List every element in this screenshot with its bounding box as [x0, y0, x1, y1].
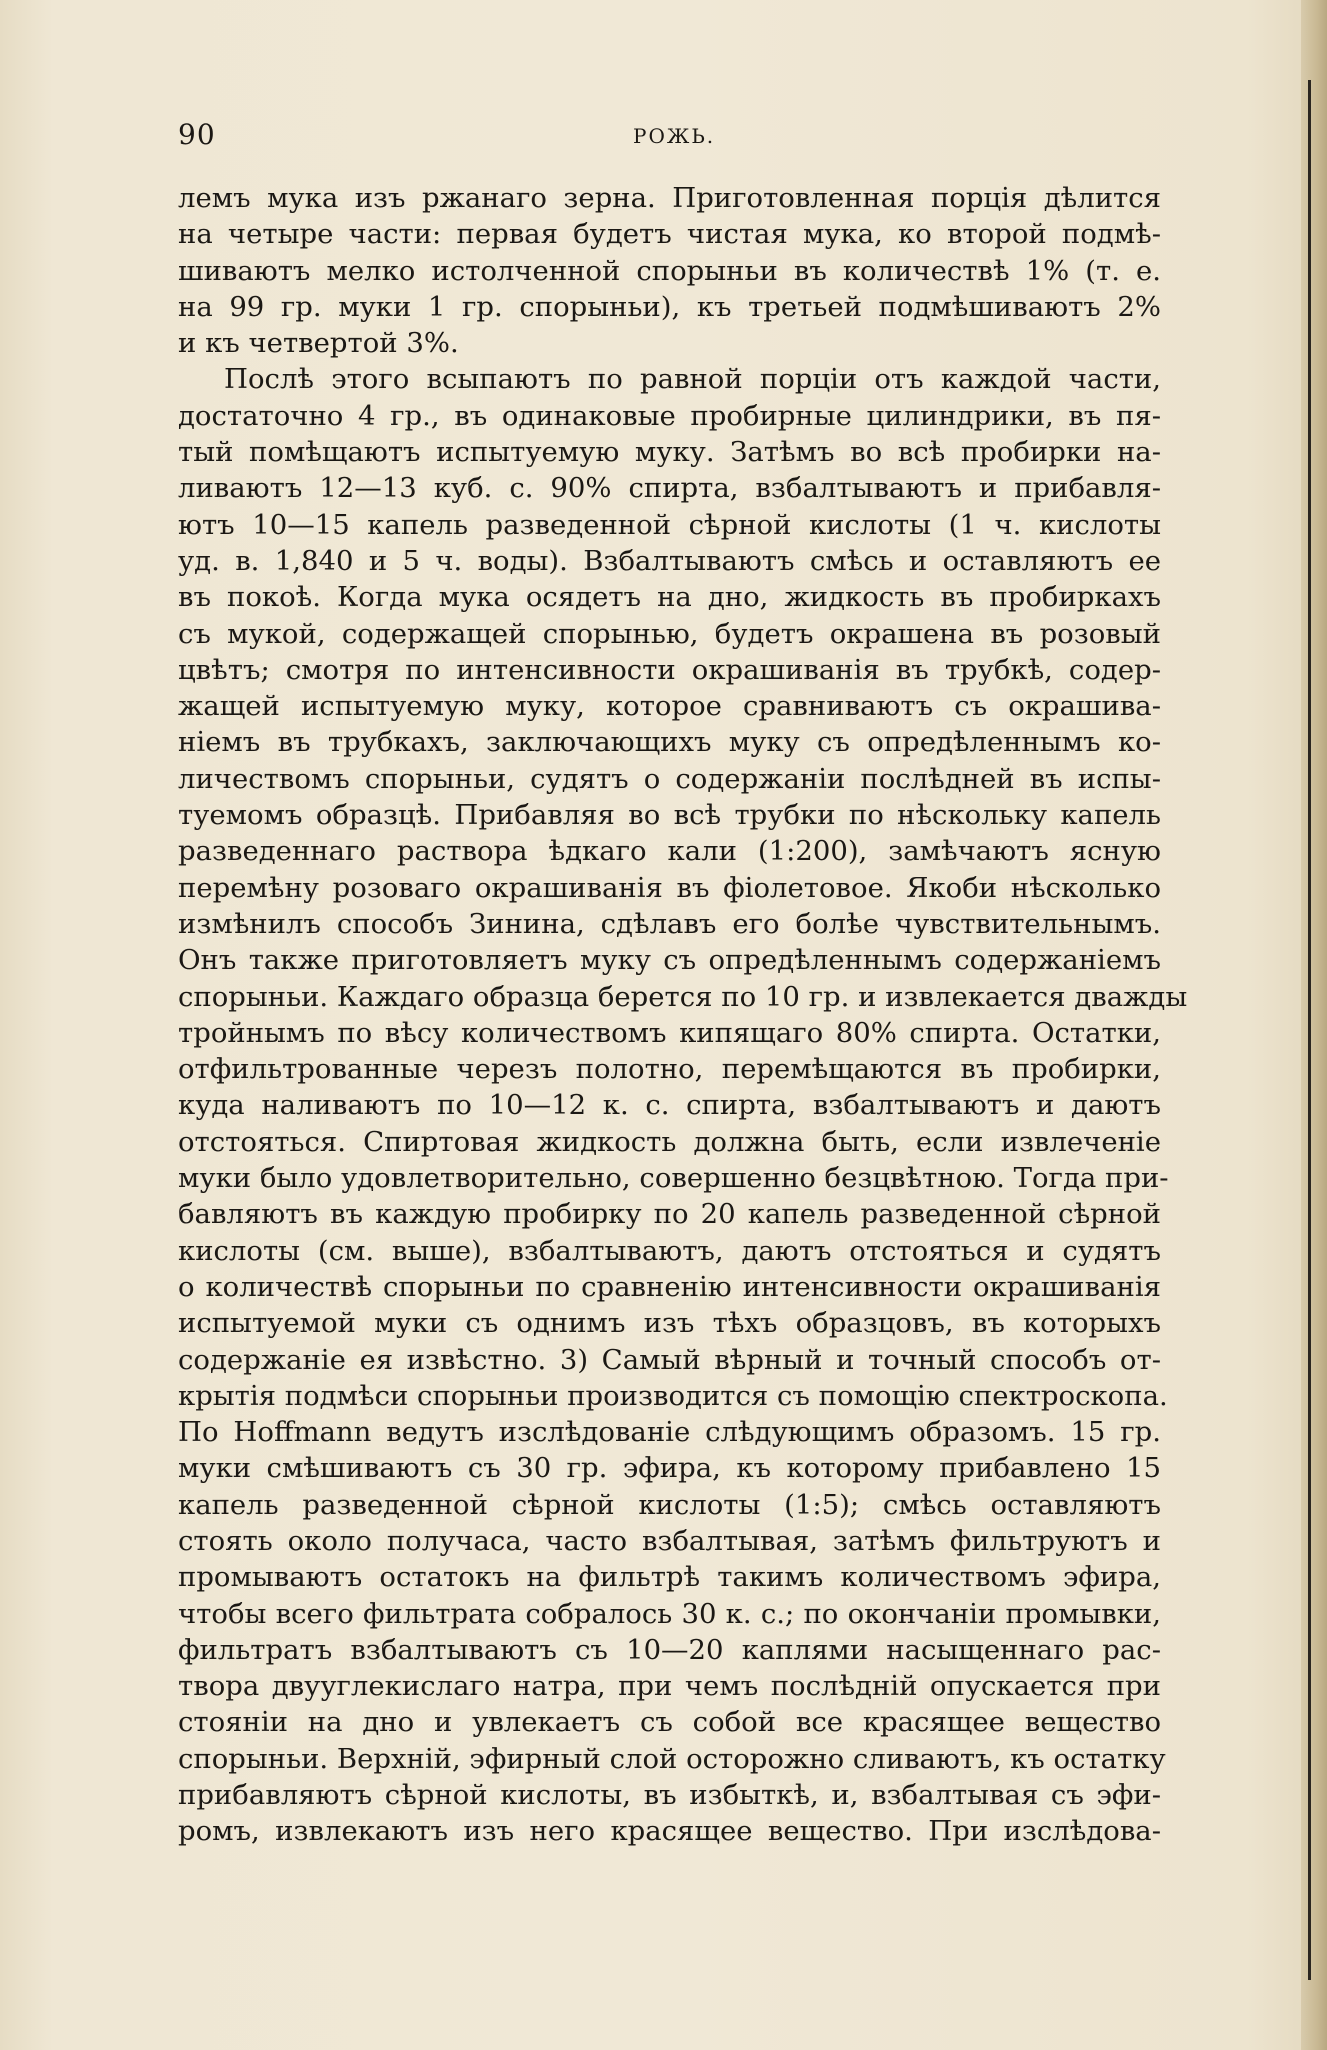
text-line: ютъ 10—15 капель разведенной сѣрной кислоты (1 ч. кислоты — [178, 508, 1161, 541]
text-line: кислоты (см. выше), взбалтываютъ, даютъ отстояться и судятъ — [178, 1234, 1161, 1267]
body-text — [178, 180, 1188, 1850]
binding-edge-line — [1308, 80, 1311, 1980]
text-line: измѣнилъ способъ Зинина, сдѣлавъ его болѣе чувствительнымъ. — [178, 907, 1161, 940]
text-line: бавляютъ въ каждую пробирку по 20 капель разведенной сѣрной — [178, 1198, 1161, 1231]
running-head — [178, 118, 1158, 154]
text-line: на 99 гр. муки 1 гр. спорыньи), къ третьей подмѣшиваютъ 2% — [178, 290, 1161, 323]
text-line: и къ четвертой 3%. — [178, 327, 459, 360]
text-line: муки смѣшиваютъ съ 30 гр. эфира, къ которому прибавлено 15 — [178, 1452, 1161, 1485]
text-line: испытуемой муки съ однимъ изъ тѣхъ образцовъ, въ которыхъ — [178, 1307, 1161, 1340]
text-line: жащей испытуемую муку, которое сравниваютъ съ окрашива- — [178, 690, 1161, 723]
text-line: туемомъ образцѣ. Прибавляя во всѣ трубки по нѣскольку капель — [178, 799, 1161, 832]
text-line: чтобы всего фильтрата собралось 30 к. с.; по окончаніи промывки, — [178, 1597, 1161, 1630]
text-line: спорыньи. Каждаго образца берется по 10 гр. и извлекается дважды — [178, 980, 1188, 1013]
text-line: муки было удовлетворительно, совершенно безцвѣтною. Тогда при- — [178, 1162, 1169, 1195]
text-line: ромъ, извлекаютъ изъ него красящее вещество. При изслѣдова- — [178, 1815, 1161, 1848]
text-line: разведеннаго раствора ѣдкаго кали (1:200), замѣчаютъ ясную — [178, 835, 1161, 868]
text-line: Послѣ этого всыпаютъ по равной порціи отъ каждой части, — [224, 363, 1161, 396]
text-line: твора двууглекислаго натра, при чемъ послѣдній опускается при — [178, 1670, 1161, 1703]
text-line: ніемъ въ трубкахъ, заключающихъ муку съ опредѣленнымъ ко- — [178, 726, 1161, 759]
text-line: на четыре части: первая будетъ чистая мука, ко второй подмѣ- — [178, 218, 1161, 251]
text-line: содержаніе ея извѣстно. 3) Самый вѣрный и точный способъ от- — [178, 1343, 1161, 1376]
text-line: отстояться. Спиртовая жидкость должна быть, если извлеченіе — [178, 1125, 1161, 1158]
text-line: тый помѣщаютъ испытуемую муку. Затѣмъ во всѣ пробирки на- — [178, 436, 1161, 469]
section-title: РОЖЬ. — [633, 124, 716, 148]
text-line: отфильтрованные черезъ полотно, перемѣщаются въ пробирки, — [178, 1053, 1161, 1086]
text-line: тройнымъ по вѣсу количествомъ кипящаго 80% спирта. Остатки, — [178, 1016, 1161, 1049]
text-line: о количествѣ спорыньи по сравненію интенсивности окрашиванія — [178, 1270, 1161, 1303]
text-line: лемъ мука изъ ржанаго зерна. Приготовленная порція дѣлится — [178, 182, 1161, 214]
text-line: крытія подмѣси спорыньи производится съ помощію спектроскопа. — [178, 1379, 1168, 1412]
text-line: Онъ также приготовляетъ муку съ опредѣленнымъ содержаніемъ — [178, 944, 1161, 977]
text-line: шиваютъ мелко истолченной спорыньи въ количествѣ 1% (т. е. — [178, 254, 1161, 287]
text-line: По Hoffmann ведутъ изслѣдованіе слѣдующимъ образомъ. 15 гр. — [178, 1416, 1161, 1449]
text-line: въ покоѣ. Когда мука осядетъ на дно, жидкость въ пробиркахъ — [178, 581, 1161, 614]
text-line: ливаютъ 12—13 куб. с. 90% спирта, взбалтываютъ и прибавля- — [178, 472, 1161, 505]
text-line: фильтратъ взбалтываютъ съ 10—20 каплями насыщеннаго рас- — [178, 1633, 1161, 1666]
text-line: стоять около получаса, часто взбалтывая, затѣмъ фильтруютъ и — [178, 1524, 1161, 1557]
text-line: спорыньи. Верхній, эфирный слой осторожно сливаютъ, къ остатку — [178, 1742, 1166, 1775]
text-line: стояніи на дно и увлекаетъ съ собой все красящее вещество — [178, 1706, 1161, 1739]
text-line: личествомъ спорыньи, судятъ о содержаніи послѣдней въ испы- — [178, 762, 1161, 795]
text-line: капель разведенной сѣрной кислоты (1:5); смѣсь оставляютъ — [178, 1488, 1161, 1521]
text-line: достаточно 4 гр., въ одинаковые пробирные цилиндрики, въ пя- — [178, 399, 1161, 432]
page-number: 90 — [178, 118, 216, 151]
page-edge-shadow — [1301, 0, 1327, 2050]
text-line: куда наливаютъ по 10—12 к. с. спирта, взбалтываютъ и даютъ — [178, 1089, 1161, 1122]
text-line: съ мукой, содержащей спорынью, будетъ окрашена въ розовый — [178, 617, 1161, 650]
text-line: промываютъ остатокъ на фильтрѣ такимъ количествомъ эфира, — [178, 1561, 1161, 1594]
text-line: прибавляютъ сѣрной кислоты, въ избыткѣ, и, взбалтывая съ эфи- — [178, 1779, 1161, 1812]
text-line: цвѣтъ; смотря по интенсивности окрашиванія въ трубкѣ, содер- — [178, 653, 1161, 686]
text-line: перемѣну розоваго окрашиванія въ фіолетовое. Якоби нѣсколько — [178, 871, 1161, 904]
text-line: уд. в. 1,840 и 5 ч. воды). Взбалтываютъ смѣсь и оставляютъ ее — [178, 544, 1161, 577]
